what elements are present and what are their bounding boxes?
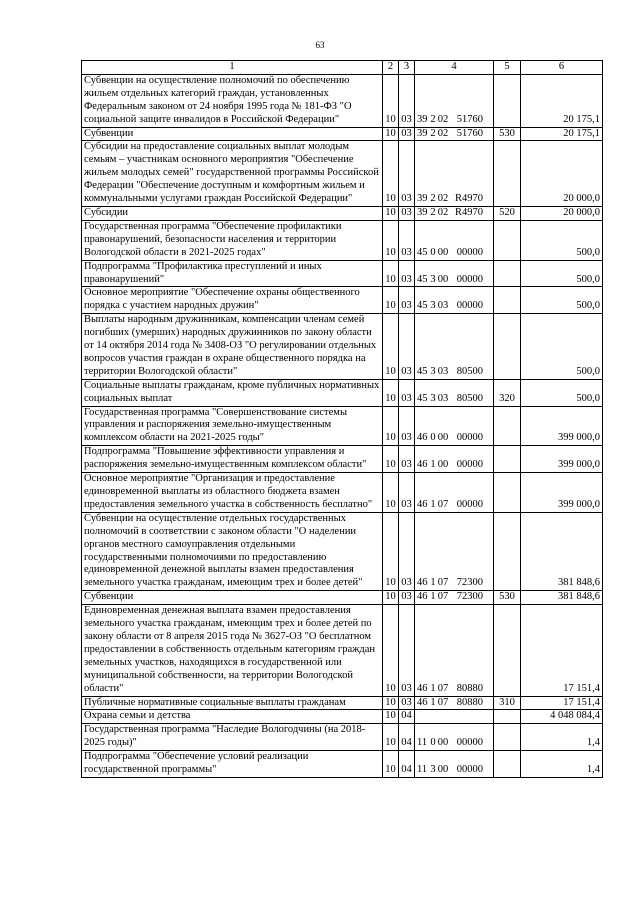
section-code-cell: 10: [383, 710, 399, 724]
table-row: [82, 591, 603, 605]
target-article-part: 00: [437, 246, 449, 258]
section-code-cell: 10: [383, 446, 399, 473]
subsection-code-cell: 03: [399, 379, 415, 406]
target-article-part: 46: [417, 696, 428, 708]
column-header: 3: [399, 61, 415, 75]
subsection-code-cell: 04: [399, 724, 415, 751]
target-article-cell: [415, 141, 494, 207]
section-code-cell: 10: [383, 74, 399, 127]
target-article-part: 2: [430, 193, 436, 205]
subsection-code-cell: 03: [399, 591, 415, 605]
row-name-cell: Государственная программа "Совершенствование системы управления и распоряжения земельно-имущественным комплексом области на 2021-2025 годы": [82, 406, 383, 446]
target-article-cell: [415, 220, 494, 260]
target-article-part: 45: [417, 273, 428, 285]
table-row: [82, 751, 603, 778]
table-row: [82, 446, 603, 473]
row-name-cell: Подпрограмма "Профилактика преступлений и иных правонарушений": [82, 260, 383, 287]
target-article-cell: [415, 591, 494, 605]
target-article-part: 11: [417, 737, 428, 749]
target-article-part: 39: [417, 206, 428, 218]
target-article-part: 39: [417, 113, 428, 125]
section-code-cell: 10: [383, 220, 399, 260]
target-article-part: 39: [417, 193, 428, 205]
expense-type-cell: 530: [494, 591, 521, 605]
target-article-part: R4970: [454, 193, 483, 205]
expense-type-cell: [494, 220, 521, 260]
target-article-part: 51760: [456, 113, 483, 125]
subsection-code-cell: 03: [399, 473, 415, 513]
target-article-part: 51760: [456, 127, 483, 139]
subsection-code-cell: 03: [399, 260, 415, 287]
table-row: [82, 696, 603, 710]
target-article-part: 3: [430, 273, 436, 285]
row-name-cell: Субвенции на осуществление полномочий по обеспечению жильем отдельных категорий граждан, установленных Федеральным законом от 24 ноября 1995 года № 181-ФЗ "О социальной защите инвалидов в Российской Федерации": [82, 74, 383, 127]
table-row: [82, 74, 603, 127]
amount-cell: 381 848,6: [521, 512, 603, 590]
column-header: 2: [383, 61, 399, 75]
expense-type-cell: [494, 446, 521, 473]
target-article-cell: [415, 446, 494, 473]
budget-table: [81, 60, 603, 778]
target-article-part: 02: [437, 193, 449, 205]
section-code-cell: 10: [383, 473, 399, 513]
table-row: [82, 473, 603, 513]
amount-cell: 20 175,1: [521, 127, 603, 141]
amount-cell: 500,0: [521, 379, 603, 406]
target-article-part: 45: [417, 365, 428, 377]
section-code-cell: 10: [383, 206, 399, 220]
amount-cell: 20 000,0: [521, 141, 603, 207]
subsection-code-cell: 04: [399, 710, 415, 724]
table-row: [82, 141, 603, 207]
target-article-cell: [415, 724, 494, 751]
amount-cell: 17 151,4: [521, 605, 603, 696]
subsection-code-cell: 03: [399, 605, 415, 696]
subsection-code-cell: 03: [399, 206, 415, 220]
amount-cell: 399 000,0: [521, 446, 603, 473]
amount-cell: 20 000,0: [521, 206, 603, 220]
column-header: 1: [82, 61, 383, 75]
expense-type-cell: [494, 710, 521, 724]
target-article-part: 00000: [456, 432, 483, 444]
table-row: [82, 206, 603, 220]
target-article-part: 72300: [456, 591, 483, 603]
column-header: 4: [415, 61, 494, 75]
target-article-part: R4970: [454, 206, 483, 218]
target-article-part: 39: [417, 127, 428, 139]
target-article-part: 00000: [456, 764, 483, 776]
target-article-cell: [415, 314, 494, 380]
expense-type-cell: 310: [494, 696, 521, 710]
target-article-cell: [415, 74, 494, 127]
target-article-part: 00000: [456, 273, 483, 285]
target-article-part: 46: [417, 591, 428, 603]
subsection-code-cell: 03: [399, 127, 415, 141]
expense-type-cell: [494, 287, 521, 314]
table-row: [82, 220, 603, 260]
subsection-code-cell: 03: [399, 314, 415, 380]
section-code-cell: 10: [383, 696, 399, 710]
row-name-cell: Основное мероприятие "Организация и предоставление единовременной выплаты из областного бюджета взамен предоставления земельного участка в собственность бесплатно": [82, 473, 383, 513]
expense-type-cell: [494, 512, 521, 590]
target-article-cell: [415, 379, 494, 406]
subsection-code-cell: 03: [399, 446, 415, 473]
target-article-part: 02: [437, 113, 449, 125]
expense-type-cell: 530: [494, 127, 521, 141]
target-article-part: 00: [437, 432, 449, 444]
row-name-cell: Государственная программа "Наследие Вологодчины (на 2018-2025 годы)": [82, 724, 383, 751]
section-code-cell: 10: [383, 591, 399, 605]
target-article-cell: [415, 605, 494, 696]
target-article-part: 00: [437, 764, 449, 776]
section-code-cell: 10: [383, 379, 399, 406]
table-row: [82, 605, 603, 696]
row-name-cell: Социальные выплаты гражданам, кроме публичных нормативных социальных выплат: [82, 379, 383, 406]
target-article-part: 00000: [456, 300, 483, 312]
target-article-part: 3: [430, 365, 436, 377]
target-article-part: 80880: [456, 682, 483, 694]
target-article-part: 0: [430, 246, 436, 258]
row-name-cell: Основное мероприятие "Обеспечение охраны общественного порядка с участием народных дружин": [82, 287, 383, 314]
amount-cell: 399 000,0: [521, 473, 603, 513]
subsection-code-cell: 04: [399, 751, 415, 778]
target-article-part: 1: [430, 577, 436, 589]
target-article-part: 07: [437, 577, 449, 589]
subsection-code-cell: 03: [399, 287, 415, 314]
target-article-part: 0: [430, 432, 436, 444]
target-article-part: 46: [417, 577, 428, 589]
target-article-part: 00: [437, 737, 449, 749]
subsection-code-cell: 03: [399, 220, 415, 260]
amount-cell: 399 000,0: [521, 406, 603, 446]
target-article-part: 80500: [456, 392, 483, 404]
amount-cell: 20 175,1: [521, 74, 603, 127]
target-article-part: 1: [430, 459, 436, 471]
table-row: [82, 724, 603, 751]
table-row: [82, 710, 603, 724]
section-code-cell: 10: [383, 751, 399, 778]
expense-type-cell: 320: [494, 379, 521, 406]
subsection-code-cell: 03: [399, 74, 415, 127]
amount-cell: 500,0: [521, 287, 603, 314]
target-article-part: 45: [417, 392, 428, 404]
expense-type-cell: [494, 473, 521, 513]
table-row: [82, 379, 603, 406]
row-name-cell: Субсидии на предоставление социальных выплат молодым семьям – участникам основного мероприятия "Обеспечение жильем молодых семей" государственной программы Российской Федерации "Обеспечение доступным и комфортным жильем и коммунальными услугами граждан Российской Федерации": [82, 141, 383, 207]
expense-type-cell: [494, 605, 521, 696]
section-code-cell: 10: [383, 605, 399, 696]
row-name-cell: Субвенции на осуществление отдельных государственных полномочий в соответствии с законом области "О наделении органов местного самоуправления отдельными государственными полномочиями по предоставлению единовременной денежной выплаты взамен предоставления земельного участка гражданам, имеющим трех и более детей": [82, 512, 383, 590]
target-article-part: 00000: [456, 737, 483, 749]
target-article-part: 2: [430, 127, 436, 139]
expense-type-cell: [494, 74, 521, 127]
target-article-part: 3: [430, 764, 436, 776]
target-article-part: 02: [437, 206, 449, 218]
target-article-part: 46: [417, 498, 428, 510]
target-article-part: 72300: [456, 577, 483, 589]
target-article-part: 1: [430, 591, 436, 603]
target-article-part: 07: [437, 498, 449, 510]
target-article-part: 1: [430, 682, 436, 694]
target-article-part: 02: [437, 127, 449, 139]
target-article-part: 03: [437, 365, 449, 377]
target-article-part: 00000: [456, 459, 483, 471]
amount-cell: 500,0: [521, 314, 603, 380]
expense-type-cell: [494, 724, 521, 751]
target-article-part: 2: [430, 206, 436, 218]
target-article-cell: [415, 127, 494, 141]
amount-cell: 4 048 084,4: [521, 710, 603, 724]
row-name-cell: Субвенции: [82, 127, 383, 141]
page-number: 63: [315, 40, 325, 50]
target-article-part: 46: [417, 459, 428, 471]
table-row: [82, 314, 603, 380]
expense-type-cell: 520: [494, 206, 521, 220]
expense-type-cell: [494, 406, 521, 446]
target-article-cell: [415, 206, 494, 220]
row-name-cell: Выплаты народным дружинникам, компенсации членам семей погибших (умерших) народных дружинников по закону области от 14 октября 2014 года № 3408-ОЗ "О регулировании отдельных вопросов участия граждан в охране общественного порядка на территории Вологодской области": [82, 314, 383, 380]
target-article-cell: [415, 406, 494, 446]
amount-cell: 381 848,6: [521, 591, 603, 605]
section-code-cell: 10: [383, 127, 399, 141]
amount-cell: 1,4: [521, 751, 603, 778]
subsection-code-cell: 03: [399, 406, 415, 446]
subsection-code-cell: 03: [399, 141, 415, 207]
target-article-part: 1: [430, 498, 436, 510]
table-row: [82, 127, 603, 141]
section-code-cell: 10: [383, 406, 399, 446]
table-row: [82, 406, 603, 446]
target-article-part: 1: [430, 696, 436, 708]
expense-type-cell: [494, 751, 521, 778]
row-name-cell: Охрана семьи и детства: [82, 710, 383, 724]
target-article-part: 07: [437, 682, 449, 694]
row-name-cell: Единовременная денежная выплата взамен предоставления земельного участка гражданам, имеющим трех и более детей по закону области от 8 апреля 2015 года № 3627-ОЗ "О бесплатном предоставлении в собственность отдельным категориям граждан земельных участков, находящихся в государственной или муниципальной собственности, на территории Вологодской области": [82, 605, 383, 696]
row-name-cell: Субвенции: [82, 591, 383, 605]
table-row: [82, 287, 603, 314]
row-name-cell: Подпрограмма "Обеспечение условий реализации государственной программы": [82, 751, 383, 778]
amount-cell: 500,0: [521, 260, 603, 287]
target-article-cell: [415, 287, 494, 314]
target-article-cell: [415, 260, 494, 287]
expense-type-cell: [494, 260, 521, 287]
target-article-part: 45: [417, 300, 428, 312]
target-article-part: 0: [430, 737, 436, 749]
section-code-cell: 10: [383, 260, 399, 287]
expense-type-cell: [494, 314, 521, 380]
row-name-cell: Публичные нормативные социальные выплаты гражданам: [82, 696, 383, 710]
target-article-part: 80880: [456, 696, 483, 708]
target-article-part: 46: [417, 682, 428, 694]
target-article-part: 00000: [456, 498, 483, 510]
row-name-cell: Подпрограмма "Повышение эффективности управления и распоряжения земельно-имущественным комплексом области": [82, 446, 383, 473]
column-header: 6: [521, 61, 603, 75]
amount-cell: 500,0: [521, 220, 603, 260]
expense-type-cell: [494, 141, 521, 207]
target-article-part: 45: [417, 246, 428, 258]
subsection-code-cell: 03: [399, 512, 415, 590]
amount-cell: 1,4: [521, 724, 603, 751]
row-name-cell: Государственная программа "Обеспечение профилактики правонарушений, безопасности населения и территории Вологодской области в 2021-2025 годах": [82, 220, 383, 260]
table-header-row: [82, 61, 603, 75]
target-article-part: 07: [437, 696, 449, 708]
target-article-part: 46: [417, 432, 428, 444]
target-article-cell: [415, 710, 494, 724]
target-article-part: 11: [417, 764, 428, 776]
section-code-cell: 10: [383, 314, 399, 380]
target-article-part: 07: [437, 591, 449, 603]
row-name-cell: Субсидии: [82, 206, 383, 220]
section-code-cell: 10: [383, 512, 399, 590]
amount-cell: 17 151,4: [521, 696, 603, 710]
target-article-part: 00000: [456, 246, 483, 258]
target-article-cell: [415, 696, 494, 710]
column-header: 5: [494, 61, 521, 75]
target-article-part: 3: [430, 300, 436, 312]
target-article-part: 03: [437, 392, 449, 404]
target-article-cell: [415, 512, 494, 590]
target-article-part: 00: [437, 459, 449, 471]
table-row: [82, 260, 603, 287]
target-article-part: 3: [430, 392, 436, 404]
target-article-part: 03: [437, 300, 449, 312]
subsection-code-cell: 03: [399, 696, 415, 710]
section-code-cell: 10: [383, 287, 399, 314]
table-row: [82, 512, 603, 590]
target-article-cell: [415, 473, 494, 513]
target-article-part: 80500: [456, 365, 483, 377]
section-code-cell: 10: [383, 141, 399, 207]
target-article-part: 00: [437, 273, 449, 285]
section-code-cell: 10: [383, 724, 399, 751]
target-article-cell: [415, 751, 494, 778]
target-article-part: 2: [430, 113, 436, 125]
